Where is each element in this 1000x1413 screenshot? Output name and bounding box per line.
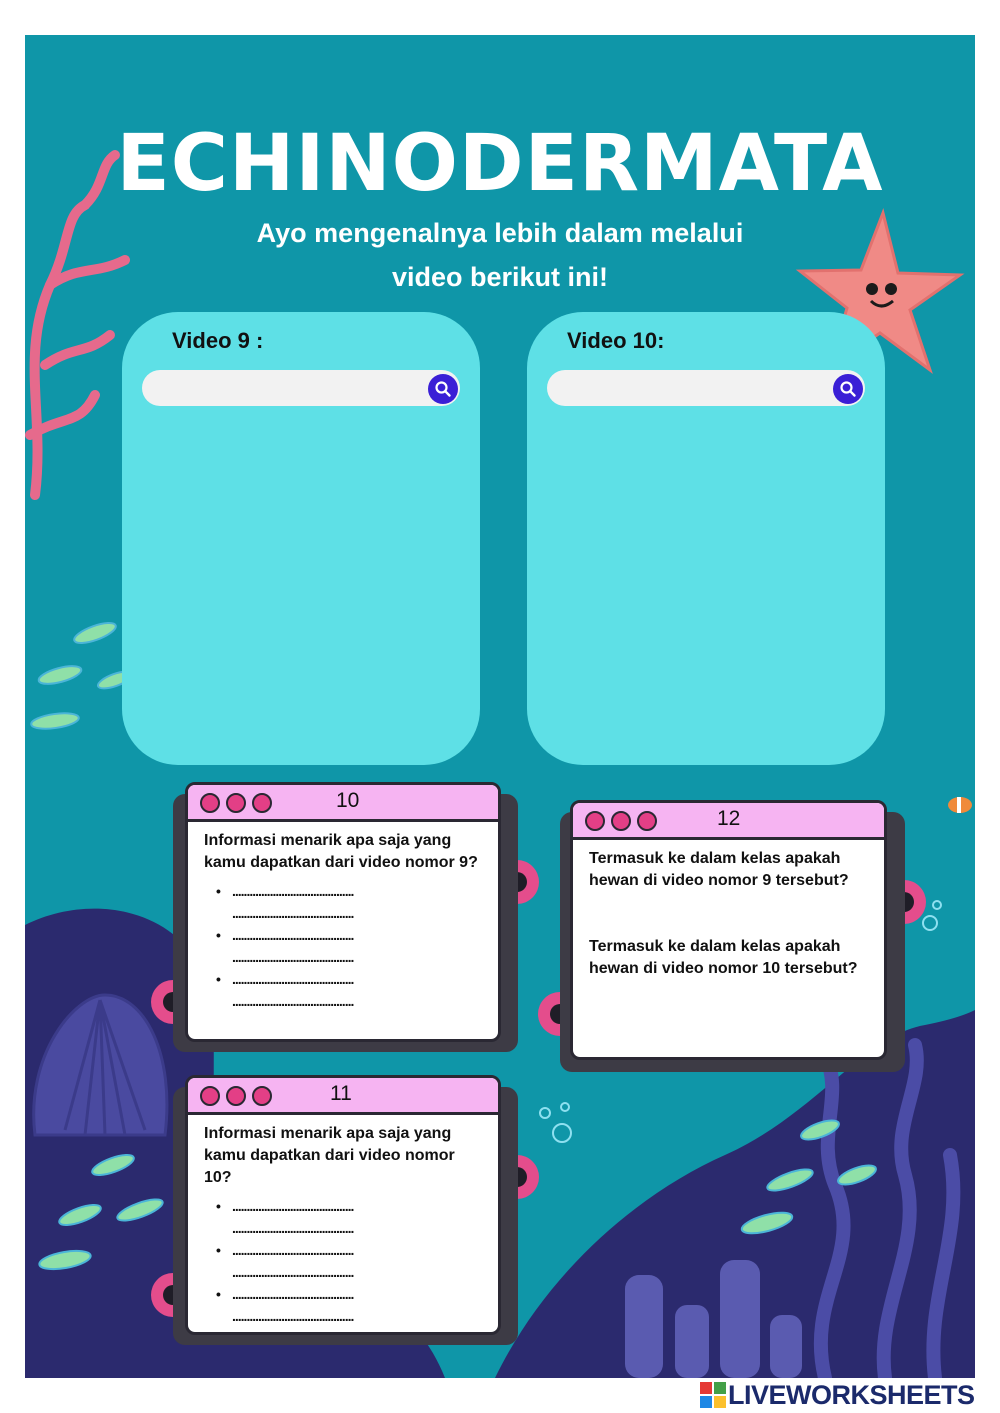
window-dot-icon xyxy=(200,793,220,813)
card-number: 11 xyxy=(330,1082,352,1105)
video-10-search-button[interactable] xyxy=(833,374,863,404)
subtitle-line-1: Ayo mengenalnya lebih dalam melalui xyxy=(256,218,744,248)
card-body xyxy=(185,1075,501,1335)
card-header xyxy=(188,1078,498,1115)
video-9-search-input[interactable] xyxy=(142,370,460,406)
card-number: 12 xyxy=(717,807,741,830)
card-number: 10 xyxy=(336,789,360,812)
window-dot-icon xyxy=(252,793,272,813)
worksheet xyxy=(25,35,975,1378)
window-dot-icon xyxy=(585,811,605,831)
card-body xyxy=(185,782,501,1042)
answer-bullet[interactable]: • .......................................... .......................................... xyxy=(204,880,482,924)
card-body xyxy=(570,800,887,1060)
liveworksheets-logo[interactable] xyxy=(700,1380,975,1410)
video-9-label: Video 9 : xyxy=(172,328,264,353)
question-text: Informasi menarik apa saja yang kamu dapatkan dari video nomor 10? xyxy=(204,1125,455,1186)
window-dot-icon xyxy=(252,1086,272,1106)
subtitle-line-2: video berikut ini! xyxy=(391,262,609,292)
video-9-panel[interactable] xyxy=(122,312,480,765)
liveworksheets-logo-text: LIVEWORKSHEETS xyxy=(728,1379,975,1410)
page-title: ECHINODERMATA xyxy=(116,119,884,209)
question-text-2: Termasuk ke dalam kelas apakah hewan di video nomor 10 tersebut? xyxy=(589,938,858,977)
answer-list xyxy=(204,880,482,1012)
card-header xyxy=(573,803,884,840)
video-10-label: Video 10: xyxy=(567,328,665,353)
window-dot-icon xyxy=(611,811,631,831)
video-10-search-input[interactable] xyxy=(547,370,865,406)
liveworksheets-badge-icon xyxy=(700,1382,726,1408)
search-icon xyxy=(839,380,857,398)
question-text-1: Termasuk ke dalam kelas apakah hewan di video nomor 9 tersebut? xyxy=(589,850,849,889)
card-header xyxy=(188,785,498,822)
answer-bullet[interactable]: • .......................................... .......................................... xyxy=(204,1283,482,1327)
page-subtitle xyxy=(225,211,775,299)
answer-bullet[interactable]: • .......................................... .......................................... xyxy=(204,1239,482,1283)
window-dot-icon xyxy=(637,811,657,831)
answer-bullet[interactable]: • .......................................... .......................................... xyxy=(204,1195,482,1239)
answer-bullet[interactable]: • .......................................... .......................................... xyxy=(204,924,482,968)
window-dot-icon xyxy=(200,1086,220,1106)
search-icon xyxy=(434,380,452,398)
clownfish-icon xyxy=(948,797,972,813)
video-10-panel[interactable] xyxy=(527,312,885,765)
window-dot-icon xyxy=(226,1086,246,1106)
answer-list xyxy=(204,1195,482,1327)
question-text: Informasi menarik apa saja yang kamu dapatkan dari video nomor 9? xyxy=(204,832,478,871)
window-dot-icon xyxy=(226,793,246,813)
video-9-search-button[interactable] xyxy=(428,374,458,404)
answer-bullet[interactable]: • .......................................... .......................................... xyxy=(204,968,482,1012)
